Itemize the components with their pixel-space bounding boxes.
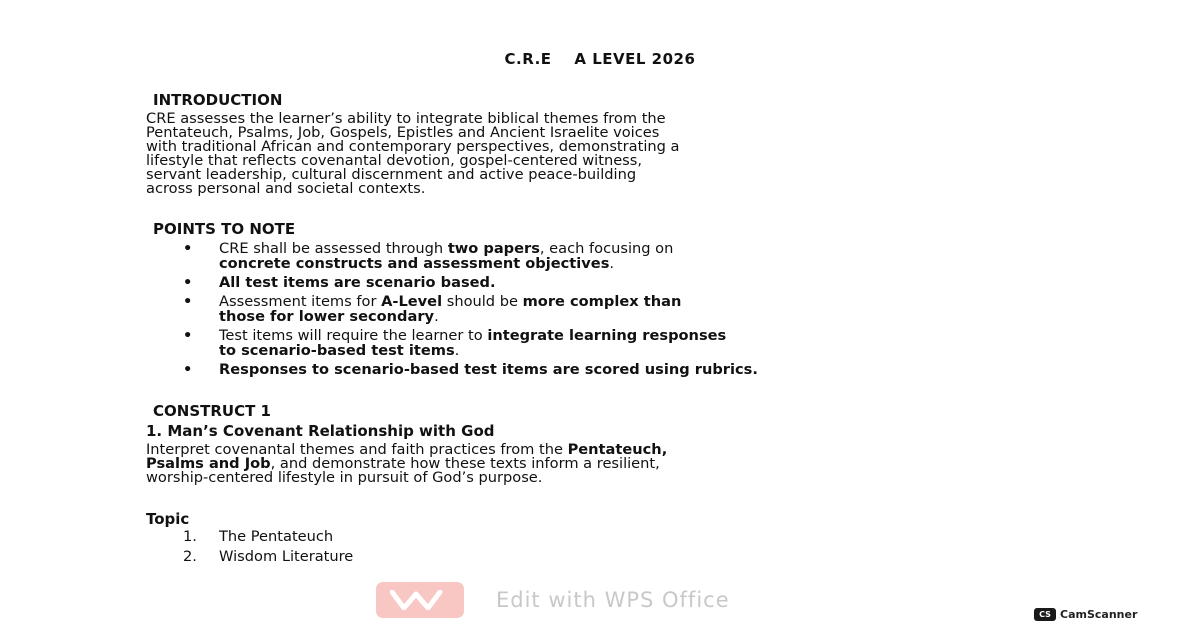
camscanner-watermark xyxy=(1034,605,1137,623)
point-text: Test items will require the learner to xyxy=(219,327,488,344)
point-text: Assessment items for xyxy=(219,293,382,310)
construct-subheading: 1. Man’s Covenant Relationship with God xyxy=(146,422,495,440)
list-item xyxy=(183,362,1063,377)
point-line xyxy=(219,256,1063,271)
point-text: CRE shall be assessed through xyxy=(219,240,448,257)
wps-w-logo-icon xyxy=(376,582,464,618)
bullet-icon: • xyxy=(183,293,193,310)
point-emphasis: those for lower secondary xyxy=(219,308,435,325)
point-text: , each focusing on xyxy=(539,240,674,257)
introduction-paragraph xyxy=(146,112,1066,196)
introduction-line: servant leadership, cultural discernment and active peace-building xyxy=(146,166,637,183)
construct-emphasis: Pentateuch, xyxy=(567,441,668,458)
introduction-line: Pentateuch, Psalms, Job, Gospels, Epistles and Ancient Israelite voices xyxy=(146,124,660,141)
camscanner-icon: CS xyxy=(1034,608,1056,621)
introduction-line: across personal and societal contexts. xyxy=(146,180,426,197)
topic-label: Wisdom Literature xyxy=(219,548,354,565)
bullet-icon: • xyxy=(183,274,193,291)
construct-line: worship-centered lifestyle in pursuit of God’s purpose. xyxy=(146,469,543,486)
wps-watermark-text: Edit with WPS Office xyxy=(496,588,730,612)
construct-heading: CONSTRUCT 1 xyxy=(153,402,271,420)
point-line xyxy=(219,309,1063,324)
point-line xyxy=(219,343,1063,358)
point-line xyxy=(219,328,1063,343)
topic-number: 2. xyxy=(183,548,197,565)
introduction-heading: INTRODUCTION xyxy=(153,91,283,109)
list-item xyxy=(183,529,353,544)
construct-paragraph xyxy=(146,443,1066,485)
bullet-icon: • xyxy=(183,327,193,344)
point-text: should be xyxy=(442,293,523,310)
bullet-icon: • xyxy=(183,361,193,378)
point-line xyxy=(219,275,1063,290)
list-item xyxy=(183,328,1063,358)
camscanner-text: CamScanner xyxy=(1060,607,1138,621)
bullet-icon: • xyxy=(183,240,193,257)
point-emphasis: A-Level xyxy=(381,293,443,310)
topic-heading: Topic xyxy=(146,510,190,528)
point-line xyxy=(219,294,1063,309)
list-item xyxy=(183,294,1063,324)
page-title: C.R.E A LEVEL 2026 xyxy=(504,50,696,68)
wps-w-glyph-icon xyxy=(390,590,450,610)
topic-list xyxy=(183,529,353,569)
point-emphasis: more complex than xyxy=(522,293,682,310)
topic-number: 1. xyxy=(183,528,197,545)
list-item xyxy=(183,241,1063,271)
introduction-line: with traditional African and contemporary perspectives, demonstrating a xyxy=(146,138,680,155)
point-emphasis: two papers xyxy=(447,240,540,257)
construct-text: Interpret covenantal themes and faith practices from the xyxy=(146,441,568,458)
point-line xyxy=(219,362,1063,377)
list-item xyxy=(183,275,1063,290)
topic-label: The Pentateuch xyxy=(219,528,334,545)
list-item xyxy=(183,549,353,564)
introduction-line: CRE assesses the learner’s ability to integrate biblical themes from the xyxy=(146,110,666,127)
point-text: . xyxy=(434,308,439,325)
point-emphasis: All test items are scenario based. xyxy=(219,274,496,291)
point-text: . xyxy=(454,342,460,359)
point-emphasis: concrete constructs and assessment objectives xyxy=(219,255,610,272)
construct-text: , and demonstrate how these texts inform a resilient, xyxy=(270,455,660,472)
point-emphasis: Responses to scenario-based test items are scored using rubrics. xyxy=(219,361,758,378)
points-heading: POINTS TO NOTE xyxy=(153,220,296,238)
point-line xyxy=(219,241,1063,256)
point-emphasis: integrate learning responses xyxy=(487,327,727,344)
construct-emphasis: Psalms and Job xyxy=(146,455,271,472)
wps-watermark xyxy=(376,581,730,619)
introduction-line: lifestyle that reflects covenantal devotion, gospel-centered witness, xyxy=(146,152,643,169)
point-emphasis: to scenario-based test items xyxy=(219,342,455,359)
point-text: . xyxy=(609,255,615,272)
points-list xyxy=(183,241,1063,381)
